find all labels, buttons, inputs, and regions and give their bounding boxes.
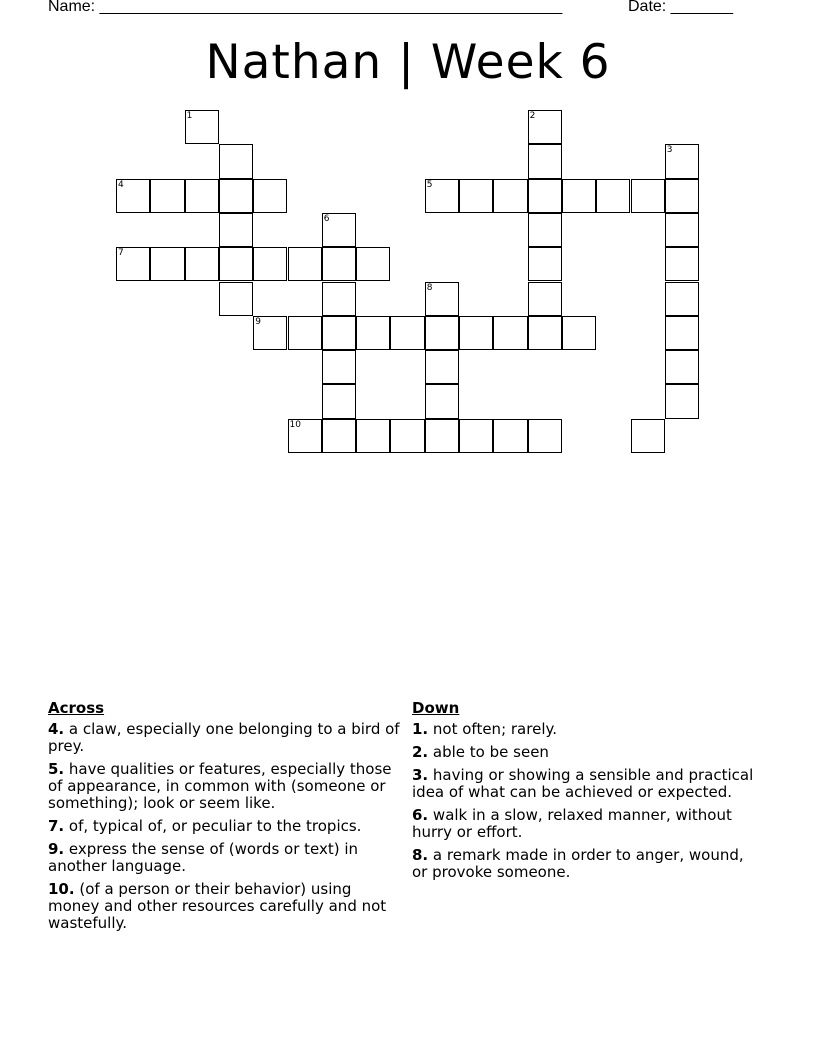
- crossword-cell[interactable]: [493, 419, 527, 453]
- across-clue: [48, 761, 404, 812]
- clue-text: express the sense of (words or text) in another language.: [48, 840, 359, 875]
- crossword-cell[interactable]: [493, 179, 527, 213]
- cell-number: 7: [118, 248, 124, 259]
- cell-number: 3: [666, 145, 673, 156]
- clue-number: 3.: [412, 766, 429, 784]
- crossword-cell[interactable]: [528, 282, 562, 316]
- crossword-cell[interactable]: [459, 419, 493, 453]
- crossword-cell[interactable]: [116, 247, 150, 281]
- crossword-cell[interactable]: [425, 316, 459, 350]
- clue-text: able to be seen: [432, 743, 549, 761]
- clue-number: 7.: [48, 817, 65, 835]
- crossword-cell[interactable]: [528, 316, 562, 350]
- down-clue: [412, 807, 762, 841]
- crossword-cell[interactable]: [562, 179, 596, 213]
- crossword-cell[interactable]: [665, 282, 699, 316]
- cell-number: 5: [426, 179, 433, 190]
- clue-number: 1.: [412, 720, 429, 738]
- across-clue: [48, 818, 404, 835]
- crossword-cell[interactable]: [185, 179, 219, 213]
- crossword-cell[interactable]: [596, 179, 630, 213]
- crossword-cell[interactable]: [528, 179, 562, 213]
- crossword-cell[interactable]: [459, 179, 493, 213]
- across-clue: [48, 881, 404, 932]
- crossword-cell[interactable]: [253, 179, 287, 213]
- crossword-cell[interactable]: [322, 350, 356, 384]
- page-title: Nathan | Week 6: [205, 35, 611, 90]
- clue-number: 6.: [412, 806, 429, 824]
- crossword-cell[interactable]: [253, 316, 287, 350]
- clue-text: (of a person or their behavior) using money and other resources carefully and not wastefully.: [48, 880, 387, 932]
- crossword-cell[interactable]: [356, 247, 390, 281]
- down-heading: Down: [412, 699, 460, 717]
- crossword-cell[interactable]: [116, 179, 150, 213]
- crossword-cell[interactable]: [665, 384, 699, 418]
- down-clue: [412, 744, 762, 761]
- crossword-cell[interactable]: [665, 247, 699, 281]
- cell-number: 4: [118, 179, 124, 190]
- clue-text: of, typical of, or peculiar to the tropics.: [68, 817, 362, 835]
- clue-number: 8.: [412, 846, 429, 864]
- crossword-cell[interactable]: [219, 247, 253, 281]
- down-clue: [412, 767, 762, 801]
- crossword-cell[interactable]: [288, 419, 322, 453]
- across-clue: [48, 721, 404, 755]
- clue-number: 5.: [48, 760, 65, 778]
- crossword-cell[interactable]: [322, 213, 356, 247]
- crossword-cell[interactable]: [185, 110, 219, 144]
- clue-text: a remark made in order to anger, wound, or provoke someone.: [412, 846, 744, 881]
- crossword-cell[interactable]: [528, 213, 562, 247]
- crossword-cell[interactable]: [219, 213, 253, 247]
- crossword-cell[interactable]: [219, 282, 253, 316]
- cell-number: 10: [289, 419, 301, 430]
- crossword-cell[interactable]: [665, 179, 699, 213]
- header-line: [48, 0, 768, 20]
- date-field-label: Date: _______: [628, 0, 733, 15]
- clue-text: not often; rarely.: [432, 720, 557, 738]
- clue-number: 4.: [48, 720, 65, 738]
- down-clues: [412, 700, 762, 887]
- crossword-cell[interactable]: [322, 316, 356, 350]
- cell-number: 2: [529, 111, 536, 121]
- down-clue: [412, 847, 762, 881]
- clue-text: a claw, especially one belonging to a bird of prey.: [48, 720, 400, 755]
- across-clues: [48, 700, 404, 938]
- down-clue: [412, 721, 762, 738]
- crossword-cell[interactable]: [322, 384, 356, 418]
- cell-number: 9: [255, 316, 261, 327]
- across-clue: [48, 841, 404, 875]
- crossword-cell[interactable]: [288, 247, 322, 281]
- clue-number: 10.: [48, 880, 75, 898]
- crossword-cell[interactable]: [322, 419, 356, 453]
- crossword-cell[interactable]: [665, 144, 699, 178]
- crossword-cell[interactable]: [425, 350, 459, 384]
- crossword-cell[interactable]: [219, 144, 253, 178]
- crossword-cell[interactable]: [322, 282, 356, 316]
- name-field-label: Name: ____________________________________________________: [48, 0, 563, 15]
- clue-text: have qualities or features, especially those of appearance, in common with (someone or something); look or seem like.: [48, 760, 392, 812]
- crossword-cell[interactable]: [219, 179, 253, 213]
- clue-text: having or showing a sensible and practical idea of what can be achieved or expected.: [412, 766, 754, 801]
- across-heading: Across: [48, 699, 105, 717]
- cell-number: 6: [323, 213, 330, 224]
- clue-number: 2.: [412, 743, 429, 761]
- crossword-cell[interactable]: [665, 316, 699, 350]
- crossword-cell[interactable]: [356, 316, 390, 350]
- crossword-cell[interactable]: [390, 419, 424, 453]
- crossword-cell[interactable]: [356, 419, 390, 453]
- crossword-cell[interactable]: [322, 247, 356, 281]
- crossword-cell[interactable]: [390, 316, 424, 350]
- crossword-cell[interactable]: [425, 282, 459, 316]
- crossword-cell[interactable]: [493, 316, 527, 350]
- crossword-cell[interactable]: [631, 179, 665, 213]
- crossword-cell[interactable]: [150, 247, 184, 281]
- crossword-cell[interactable]: [528, 419, 562, 453]
- crossword-cell[interactable]: [459, 316, 493, 350]
- crossword-cell[interactable]: [425, 179, 459, 213]
- clue-text: walk in a slow, relaxed manner, without hurry or effort.: [412, 806, 732, 841]
- crossword-cell[interactable]: [288, 316, 322, 350]
- crossword-cell[interactable]: [150, 179, 184, 213]
- crossword-cell[interactable]: [665, 213, 699, 247]
- crossword-cell[interactable]: [631, 419, 665, 453]
- crossword-cell[interactable]: [425, 419, 459, 453]
- cell-number: 1: [186, 111, 193, 121]
- crossword-cell[interactable]: [253, 247, 287, 281]
- crossword-cell[interactable]: [665, 350, 699, 384]
- crossword-cell[interactable]: [425, 384, 459, 418]
- cell-number: 8: [426, 282, 433, 293]
- clue-number: 9.: [48, 840, 65, 858]
- crossword-cell[interactable]: [562, 316, 596, 350]
- crossword-cell[interactable]: [528, 144, 562, 178]
- crossword-cell[interactable]: [185, 247, 219, 281]
- crossword-cell[interactable]: [528, 247, 562, 281]
- crossword-cell[interactable]: [528, 110, 562, 144]
